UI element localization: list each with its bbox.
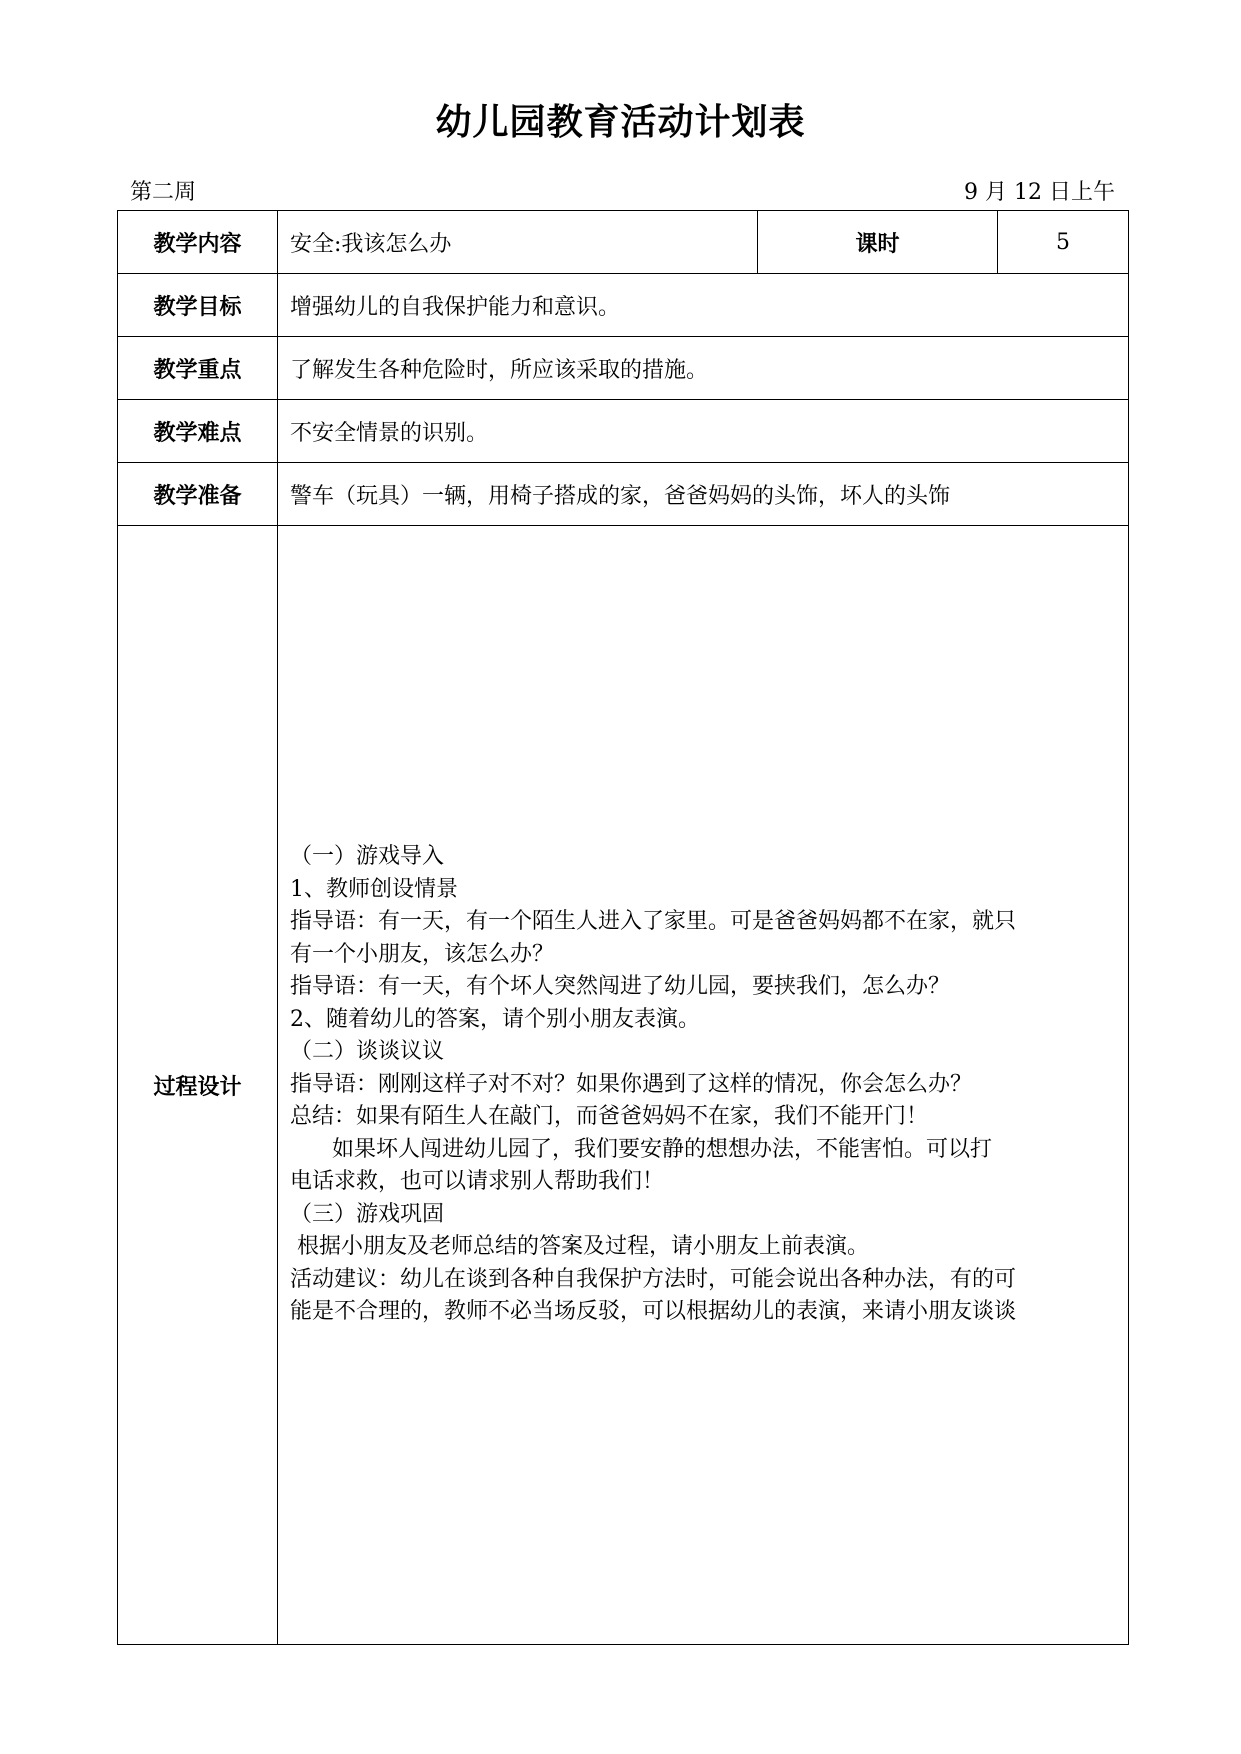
date-label: 9 月 12 日上午 [964, 180, 1115, 205]
key-point-value: 了解发生各种危险时，所应该采取的措施。 [278, 337, 1129, 400]
process-line: 电话求救，也可以请求别人帮助我们！ [290, 1169, 665, 1195]
hours-label: 课时 [758, 211, 998, 274]
row-key-point [118, 337, 1129, 400]
process-label: 过程设计 [118, 526, 278, 1645]
process-line: 活动建议：幼儿在谈到各种自我保护方法时，可能会说出各种办法，有的可 [290, 1266, 1017, 1292]
page-title: 幼儿园教育活动计划表 [435, 102, 806, 143]
content-label: 教学内容 [118, 211, 278, 274]
process-line: （一）游戏导入 [290, 844, 445, 870]
process-line: 能是不合理的，教师不必当场反驳，可以根据幼儿的表演，来请小朋友谈谈 [290, 1299, 1017, 1325]
process-content [278, 526, 1129, 1645]
process-line: 1、教师创设情景 [290, 876, 458, 902]
week-label: 第二周 [130, 180, 197, 205]
row-difficulty [118, 400, 1129, 463]
goal-value: 增强幼儿的自我保护能力和意识。 [278, 274, 1129, 337]
process-line: 有一个小朋友，该怎么办？ [290, 941, 555, 967]
process-line: （二）谈谈议议 [290, 1039, 445, 1065]
difficulty-label: 教学难点 [118, 400, 278, 463]
key-point-label: 教学重点 [118, 337, 278, 400]
process-line: 2、随着幼儿的答案，请个别小朋友表演。 [290, 1006, 700, 1032]
row-content [118, 211, 1129, 274]
hours-value: 5 [998, 211, 1129, 274]
process-line: 如果坏人闯进幼儿园了，我们要安静的想想办法，不能害怕。可以打 [290, 1136, 992, 1162]
goal-label: 教学目标 [118, 274, 278, 337]
process-line: 根据小朋友及老师总结的答案及过程，请小朋友上前表演。 [290, 1234, 870, 1260]
process-line: 指导语：有一天，有个坏人突然闯进了幼儿园，要挟我们，怎么办？ [290, 974, 951, 1000]
process-line: （三）游戏巩固 [290, 1201, 445, 1227]
preparation-label: 教学准备 [118, 463, 278, 526]
content-value: 安全:我该怎么办 [278, 211, 758, 274]
row-process [118, 526, 1129, 1645]
row-goal [118, 274, 1129, 337]
process-line: 指导语：刚刚这样子对不对？如果你遇到了这样的情况，你会怎么办？ [290, 1071, 973, 1097]
process-line: 指导语：有一天，有一个陌生人进入了家里。可是爸爸妈妈都不在家，就只 [290, 909, 1017, 935]
plan-table [117, 210, 1129, 1645]
preparation-value: 警车（玩具）一辆，用椅子搭成的家，爸爸妈妈的头饰，坏人的头饰 [278, 463, 1129, 526]
difficulty-value: 不安全情景的识别。 [278, 400, 1129, 463]
process-line: 总结：如果有陌生人在敲门，而爸爸妈妈不在家，我们不能开门！ [290, 1104, 929, 1130]
row-preparation [118, 463, 1129, 526]
